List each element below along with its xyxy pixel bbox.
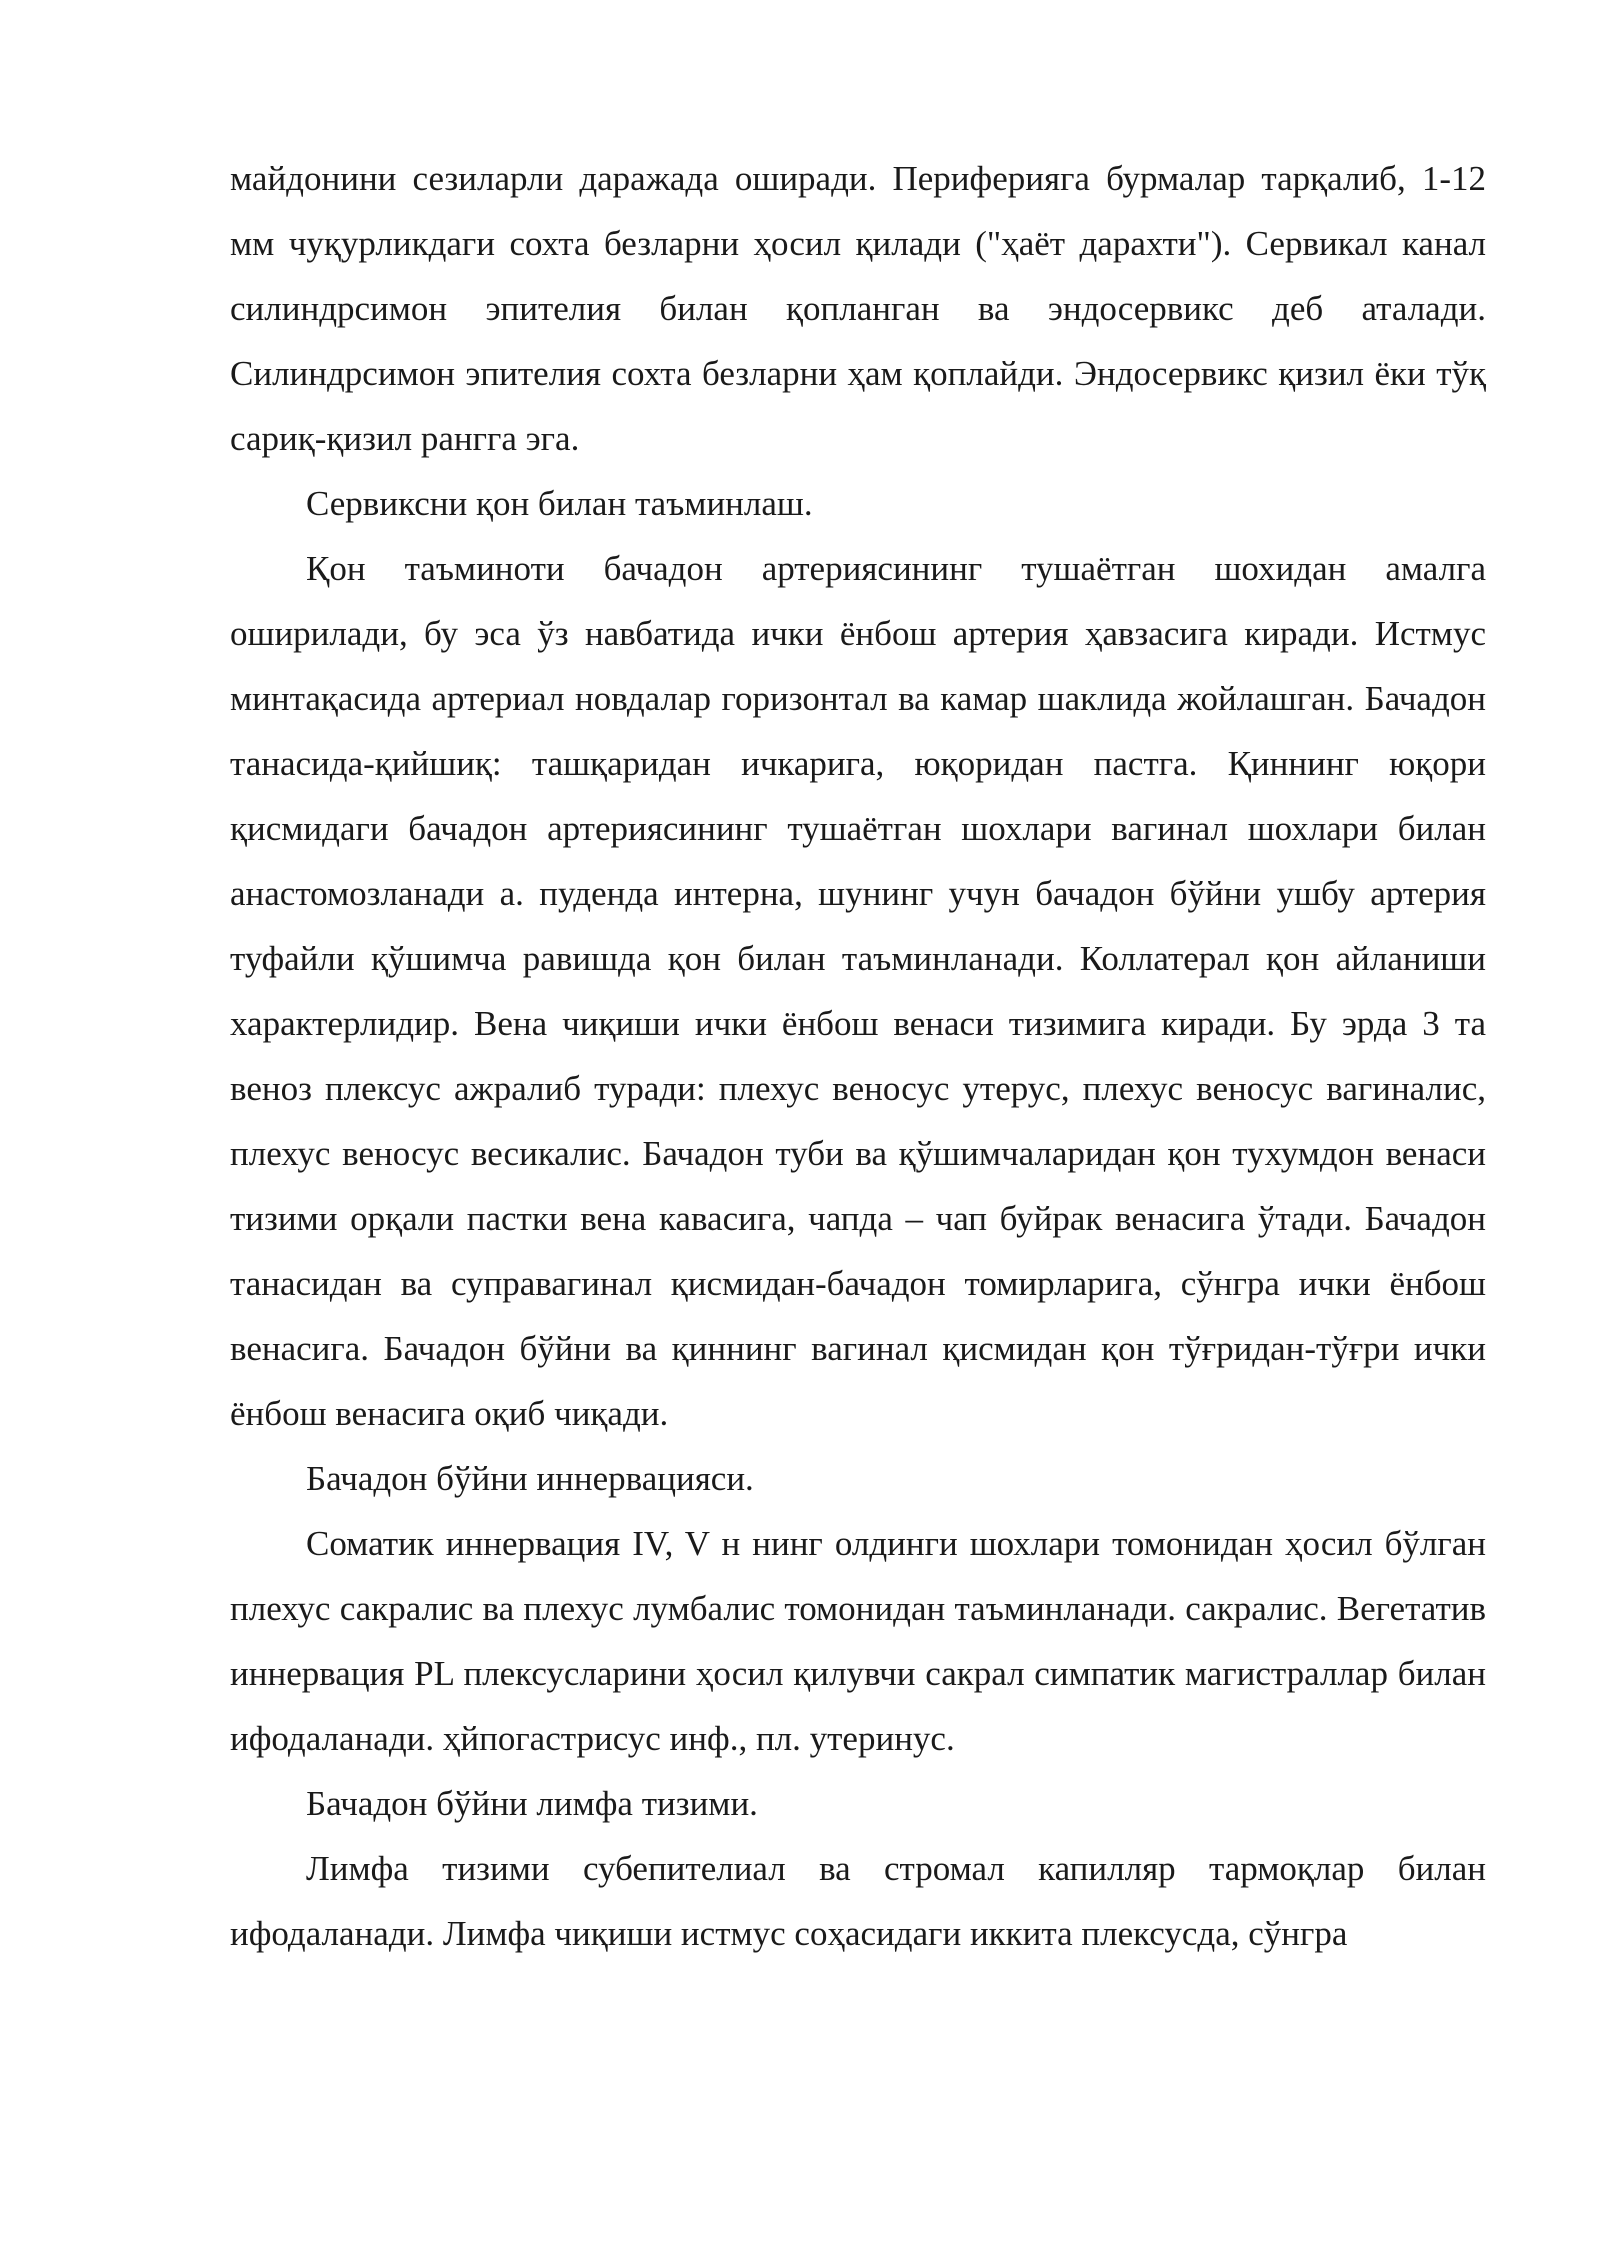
paragraph-blood-supply: Қон таъминоти бачадон артериясининг тушаётган шохидан амалга оширилади, бу эса ўз навбатида ички ёнбош артерия ҳавзасига киради. Истмус минтақасида артериал новдалар горизонтал ва камар шаклида жойлашган. Бачадон танасида-қийшиқ: ташқаридан ичкарига, юқоридан пастга. Қиннинг юқори қисмидаги бачадон артериясининг тушаётган шохлари вагинал шохлари билан анастомозланади а. пуденда интерна, шунинг учун бачадон бўйни ушбу артерия туфайли қўшимча равишда қон билан таъминланади. Коллатерал қон айланиши характерлидир. Вена чиқиши ички ёнбош венаси тизимига киради. Бу эрда 3 та веноз плексус ажралиб туради: плехус веносус утерус, плехус веносус вагиналис, плехус веносус весикалис. Бачадон туби ва қўшимчаларидан қон тухумдон венаси тизими орқали пастки вена кавасига, чапда – чап буйрак венасига ўтади. Бачадон танасидан ва суправагинал қисмидан-бачадон томирларига, сўнгра ички ёнбош венасига. Бачадон бўйни ва қиннинг вагинал қисмидан қон тўғридан-тўғри ички ёнбош венасига оқиб чиқади. <box>230 549 1486 1433</box>
document-body <box>230 146 1486 1966</box>
paragraph-innervation: Соматик иннервация IV, V н нинг олдинги шохлари томонидан ҳосил бўлган плехус сакралис ва плехус лумбалис томонидан таъминланади. сакралис. Вегетатив иннервация PL плексусларини ҳосил қилувчи сакрал симпатик магистраллар билан ифодаланади. ҳйпогастрисус инф., пл. утеринус. <box>230 1524 1486 1758</box>
heading-cervix-blood-supply: Сервиксни қон билан таъминлаш. <box>306 484 813 523</box>
paragraph-cervix-mucosa: майдонини сезиларли даражада оширади. Периферияга бурмалар тарқалиб, 1-12 мм чуқурликдаги сохта безларни ҳосил қилади ("ҳаёт дарахти"). Сервикал канал силиндрсимон эпителия билан қопланган ва эндосервикс деб аталади. Силиндрсимон эпителия сохта безларни ҳам қоплайди. Эндосервикс қизил ёки тўқ сариқ-қизил рангга эга. <box>230 159 1486 458</box>
heading-cervix-innervation: Бачадон бўйни иннервацияси. <box>306 1459 754 1498</box>
heading-cervix-lymph-system: Бачадон бўйни лимфа тизими. <box>306 1784 758 1823</box>
paragraph-lymph-system: Лимфа тизими субепителиал ва стромал капилляр тармоқлар билан ифодаланади. Лимфа чиқиши истмус соҳасидаги иккита плексусда, сўнгра <box>230 1849 1486 1953</box>
